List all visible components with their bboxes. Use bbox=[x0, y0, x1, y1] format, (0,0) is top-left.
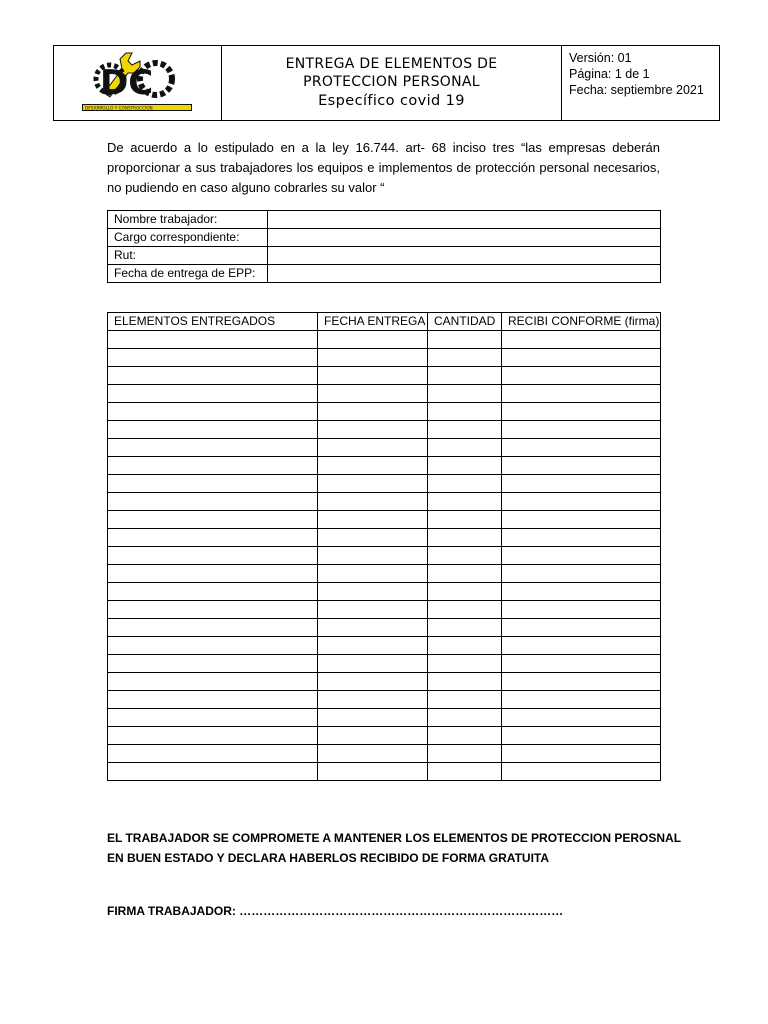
table-cell[interactable] bbox=[108, 583, 318, 601]
table-row bbox=[108, 673, 661, 691]
title-line-2: PROTECCION PERSONAL bbox=[303, 74, 480, 90]
table-cell[interactable] bbox=[108, 691, 318, 709]
table-row bbox=[108, 691, 661, 709]
table-cell[interactable] bbox=[108, 421, 318, 439]
signature-line[interactable]: FIRMA TRABAJADOR: ……………………………………………………………………… bbox=[107, 904, 564, 918]
table-cell[interactable] bbox=[428, 745, 502, 763]
table-cell[interactable] bbox=[108, 547, 318, 565]
table-cell[interactable] bbox=[428, 493, 502, 511]
table-row bbox=[108, 367, 661, 385]
col-header-fecha: FECHA ENTREGA bbox=[318, 313, 428, 331]
document-meta bbox=[562, 46, 719, 120]
table-cell[interactable] bbox=[428, 727, 502, 745]
table-cell[interactable] bbox=[108, 565, 318, 583]
table-cell[interactable] bbox=[428, 457, 502, 475]
table-row bbox=[108, 331, 661, 349]
table-cell[interactable] bbox=[428, 367, 502, 385]
table-cell[interactable] bbox=[428, 583, 502, 601]
table-cell[interactable] bbox=[502, 673, 661, 691]
table-cell[interactable] bbox=[502, 331, 661, 349]
table-cell[interactable] bbox=[318, 691, 428, 709]
items-header-row bbox=[108, 313, 661, 331]
table-cell[interactable] bbox=[502, 583, 661, 601]
svg-text:DC: DC bbox=[100, 63, 154, 103]
table-cell[interactable] bbox=[428, 331, 502, 349]
table-cell[interactable] bbox=[502, 493, 661, 511]
table-row bbox=[108, 637, 661, 655]
table-row bbox=[108, 457, 661, 475]
table-cell[interactable] bbox=[108, 367, 318, 385]
table-cell[interactable] bbox=[428, 673, 502, 691]
table-cell[interactable] bbox=[428, 655, 502, 673]
col-header-cantidad: CANTIDAD bbox=[428, 313, 502, 331]
table-cell[interactable] bbox=[502, 421, 661, 439]
info-row bbox=[108, 265, 661, 283]
table-row bbox=[108, 529, 661, 547]
table-row bbox=[108, 583, 661, 601]
table-row bbox=[108, 403, 661, 421]
table-row bbox=[108, 763, 661, 781]
table-cell[interactable] bbox=[502, 349, 661, 367]
svg-text:DESARROLLO Y CONSTRUCCION: DESARROLLO Y CONSTRUCCION bbox=[85, 105, 153, 111]
table-cell[interactable] bbox=[502, 385, 661, 403]
table-cell[interactable] bbox=[502, 439, 661, 457]
document-title bbox=[222, 46, 562, 120]
table-row bbox=[108, 655, 661, 673]
table-cell[interactable] bbox=[318, 493, 428, 511]
table-cell[interactable] bbox=[502, 529, 661, 547]
table-cell[interactable] bbox=[108, 601, 318, 619]
table-cell[interactable] bbox=[502, 601, 661, 619]
table-row bbox=[108, 493, 661, 511]
info-row bbox=[108, 247, 661, 265]
table-cell[interactable] bbox=[108, 709, 318, 727]
info-value[interactable] bbox=[268, 229, 661, 247]
table-cell[interactable] bbox=[502, 457, 661, 475]
table-cell[interactable] bbox=[318, 547, 428, 565]
table-cell[interactable] bbox=[428, 691, 502, 709]
table-cell[interactable] bbox=[318, 601, 428, 619]
table-cell[interactable] bbox=[428, 511, 502, 529]
table-cell[interactable] bbox=[318, 745, 428, 763]
table-cell[interactable] bbox=[318, 655, 428, 673]
table-cell[interactable] bbox=[108, 655, 318, 673]
title-line-3: Específico covid 19 bbox=[318, 93, 465, 109]
table-cell[interactable] bbox=[428, 619, 502, 637]
table-cell[interactable] bbox=[318, 583, 428, 601]
table-cell[interactable] bbox=[428, 439, 502, 457]
info-label: Rut: bbox=[108, 247, 268, 265]
table-cell[interactable] bbox=[502, 565, 661, 583]
commitment-line-2: EN BUEN ESTADO Y DECLARA HABERLOS RECIBIDO DE FORMA GRATUITA bbox=[107, 851, 550, 865]
table-cell[interactable] bbox=[502, 745, 661, 763]
table-cell[interactable] bbox=[502, 367, 661, 385]
table-cell[interactable] bbox=[502, 619, 661, 637]
table-cell[interactable] bbox=[108, 457, 318, 475]
table-cell[interactable] bbox=[502, 655, 661, 673]
table-cell[interactable] bbox=[502, 637, 661, 655]
info-value[interactable] bbox=[268, 247, 661, 265]
table-cell[interactable] bbox=[428, 565, 502, 583]
company-logo bbox=[80, 49, 195, 117]
table-row bbox=[108, 727, 661, 745]
table-cell[interactable] bbox=[318, 565, 428, 583]
table-row bbox=[108, 511, 661, 529]
table-row bbox=[108, 547, 661, 565]
table-cell[interactable] bbox=[108, 637, 318, 655]
col-header-firma: RECIBI CONFORME (firma) bbox=[502, 313, 661, 331]
table-row bbox=[108, 619, 661, 637]
table-cell[interactable] bbox=[108, 403, 318, 421]
table-cell[interactable] bbox=[108, 727, 318, 745]
table-cell[interactable] bbox=[318, 421, 428, 439]
table-cell[interactable] bbox=[428, 547, 502, 565]
table-cell[interactable] bbox=[428, 529, 502, 547]
table-row bbox=[108, 439, 661, 457]
info-label: Cargo correspondiente: bbox=[108, 229, 268, 247]
table-cell[interactable] bbox=[318, 439, 428, 457]
table-cell[interactable] bbox=[502, 727, 661, 745]
items-body bbox=[108, 331, 661, 781]
table-cell[interactable] bbox=[318, 457, 428, 475]
table-cell[interactable] bbox=[318, 619, 428, 637]
table-cell[interactable] bbox=[502, 763, 661, 781]
table-row bbox=[108, 601, 661, 619]
table-cell[interactable] bbox=[502, 691, 661, 709]
table-cell[interactable] bbox=[318, 367, 428, 385]
table-cell[interactable] bbox=[108, 475, 318, 493]
info-row bbox=[108, 211, 661, 229]
table-row bbox=[108, 349, 661, 367]
worker-info-table bbox=[107, 210, 661, 283]
table-cell[interactable] bbox=[318, 529, 428, 547]
table-cell[interactable] bbox=[108, 619, 318, 637]
table-cell[interactable] bbox=[428, 763, 502, 781]
table-cell[interactable] bbox=[318, 673, 428, 691]
table-cell[interactable] bbox=[318, 637, 428, 655]
col-header-elementos: ELEMENTOS ENTREGADOS bbox=[108, 313, 318, 331]
table-cell[interactable] bbox=[108, 745, 318, 763]
table-cell[interactable] bbox=[318, 475, 428, 493]
table-row bbox=[108, 475, 661, 493]
page-text: Página: 1 de 1 bbox=[569, 67, 650, 81]
table-cell[interactable] bbox=[108, 529, 318, 547]
table-cell[interactable] bbox=[108, 349, 318, 367]
table-cell[interactable] bbox=[318, 385, 428, 403]
intro-paragraph: De acuerdo a lo estipulado en a la ley 16.744. art- 68 inciso tres “las empresas deberán proporcionar a sus trabajadores los equipos e implementos de protección personal necesarios, no pudiendo en caso alguno cobrarles su valor “ bbox=[107, 140, 660, 195]
table-cell[interactable] bbox=[428, 709, 502, 727]
table-row bbox=[108, 565, 661, 583]
table-cell[interactable] bbox=[502, 403, 661, 421]
table-cell[interactable] bbox=[318, 511, 428, 529]
document-header bbox=[53, 45, 720, 121]
date-text: Fecha: septiembre 2021 bbox=[569, 83, 704, 97]
table-cell[interactable] bbox=[428, 601, 502, 619]
table-row bbox=[108, 745, 661, 763]
table-cell[interactable] bbox=[108, 673, 318, 691]
table-cell[interactable] bbox=[318, 403, 428, 421]
table-row bbox=[108, 709, 661, 727]
table-row bbox=[108, 421, 661, 439]
info-label: Nombre trabajador: bbox=[108, 211, 268, 229]
table-cell[interactable] bbox=[108, 439, 318, 457]
table-cell[interactable] bbox=[318, 331, 428, 349]
table-cell[interactable] bbox=[428, 475, 502, 493]
table-cell[interactable] bbox=[502, 709, 661, 727]
commitment-line-1: EL TRABAJADOR SE COMPROMETE A MANTENER LOS ELEMENTOS DE PROTECCION PEROSNAL bbox=[107, 831, 682, 845]
table-cell[interactable] bbox=[428, 385, 502, 403]
table-cell[interactable] bbox=[318, 727, 428, 745]
table-cell[interactable] bbox=[428, 421, 502, 439]
table-cell[interactable] bbox=[108, 385, 318, 403]
info-row bbox=[108, 229, 661, 247]
commitment-statement bbox=[107, 828, 687, 868]
table-cell[interactable] bbox=[502, 511, 661, 529]
table-row bbox=[108, 385, 661, 403]
info-value[interactable] bbox=[268, 211, 661, 229]
table-cell[interactable] bbox=[108, 493, 318, 511]
table-cell[interactable] bbox=[318, 763, 428, 781]
info-label: Fecha de entrega de EPP: bbox=[108, 265, 268, 283]
table-cell[interactable] bbox=[428, 637, 502, 655]
version-text: Versión: 01 bbox=[569, 51, 632, 65]
info-value[interactable] bbox=[268, 265, 661, 283]
table-cell[interactable] bbox=[108, 511, 318, 529]
table-cell[interactable] bbox=[108, 331, 318, 349]
table-cell[interactable] bbox=[428, 403, 502, 421]
table-cell[interactable] bbox=[108, 763, 318, 781]
table-cell[interactable] bbox=[502, 547, 661, 565]
table-cell[interactable] bbox=[318, 709, 428, 727]
items-table bbox=[107, 312, 661, 781]
table-cell[interactable] bbox=[428, 349, 502, 367]
table-cell[interactable] bbox=[502, 475, 661, 493]
table-cell[interactable] bbox=[318, 349, 428, 367]
logo-cell bbox=[54, 46, 222, 120]
title-line-1: ENTREGA DE ELEMENTOS DE bbox=[285, 56, 498, 72]
